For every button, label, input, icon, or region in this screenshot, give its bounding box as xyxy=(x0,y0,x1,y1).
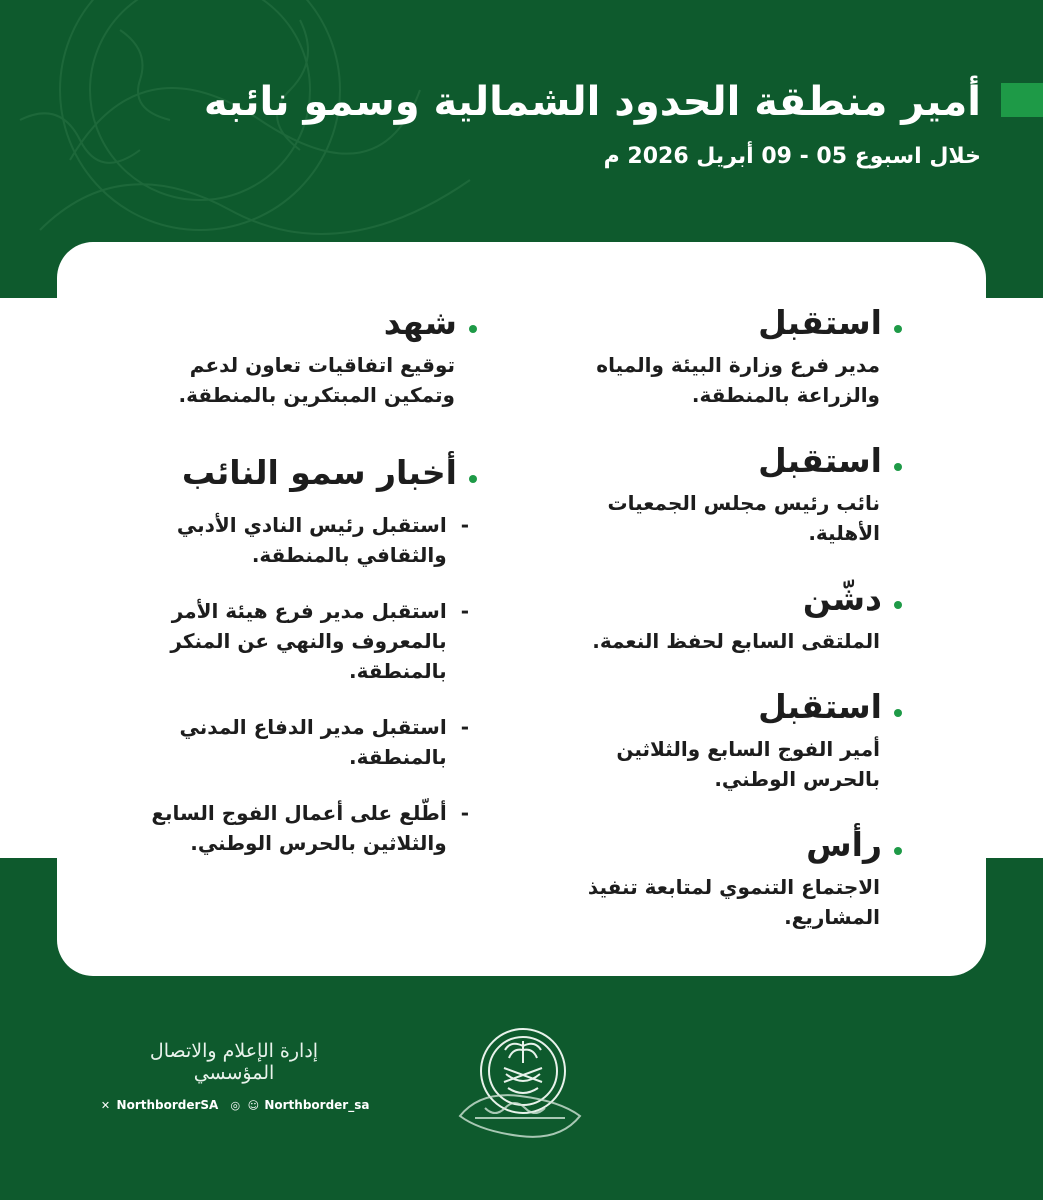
activity-text: الاجتماع التنموي لمتابعة تنفيذ المشاريع. xyxy=(587,875,880,929)
ig-snap-handle: Northborder_sa xyxy=(264,1098,370,1112)
footer-department xyxy=(100,1040,370,1112)
instagram-snapchat-link[interactable] xyxy=(228,1098,369,1112)
dash-marker: - xyxy=(460,715,469,739)
activity-text: نائب رئيس مجلس الجمعيات الأهلية. xyxy=(607,491,880,545)
list-item xyxy=(147,596,477,686)
witness-heading: شهد xyxy=(383,303,457,342)
bullet-dot xyxy=(894,709,902,717)
accent-bar xyxy=(1001,83,1043,117)
social-links xyxy=(100,1098,370,1112)
activity-item xyxy=(572,438,902,548)
news-text: استقبل مدير الدفاع المدني بالمنطقة. xyxy=(179,715,447,769)
deputy-news xyxy=(147,450,477,858)
header xyxy=(204,72,981,169)
emblem-calligraphy xyxy=(455,1086,585,1146)
news-text: استقبل رئيس النادي الأدبي والثقافي بالمنطقة. xyxy=(176,513,447,567)
news-text: استقبل مدير فرع هيئة الأمر بالمعروف والنهي عن المنكر بالمنطقة. xyxy=(170,599,447,683)
x-icon: ✕ xyxy=(100,1098,111,1112)
page-title: أمير منطقة الحدود الشمالية وسمو نائبه xyxy=(203,79,981,125)
list-item xyxy=(147,712,477,772)
bullet-dot xyxy=(469,475,477,483)
activity-heading: استقبل xyxy=(758,687,882,726)
witness-item xyxy=(147,300,477,410)
news-card xyxy=(57,242,986,976)
bullet-dot xyxy=(469,325,477,333)
news-text: أطّلع على أعمال الفوج السابع والثلاثين بالحرس الوطني. xyxy=(151,801,447,855)
governor-activities xyxy=(572,300,902,960)
list-item xyxy=(147,510,477,570)
activity-heading: استقبل xyxy=(758,303,882,342)
snapchat-icon: ☺ xyxy=(247,1098,260,1112)
activity-item xyxy=(572,822,902,932)
left-column xyxy=(147,300,477,886)
activity-item xyxy=(572,576,902,656)
activity-item xyxy=(572,300,902,410)
list-item xyxy=(147,798,477,858)
activity-heading: دشّن xyxy=(802,579,882,618)
deputy-heading: أخبار سمو النائب xyxy=(181,453,457,492)
activity-heading: استقبل xyxy=(758,441,882,480)
bullet-dot xyxy=(894,463,902,471)
bullet-dot xyxy=(894,847,902,855)
witness-text: توقيع اتفاقيات تعاون لدعم وتمكين المبتكرين بالمنطقة. xyxy=(178,353,455,407)
dash-marker: - xyxy=(460,513,469,537)
activity-text: مدير فرع وزارة البيئة والمياه والزراعة بالمنطقة. xyxy=(596,353,880,407)
activity-item xyxy=(572,684,902,794)
dash-marker: - xyxy=(460,599,469,623)
bullet-dot xyxy=(894,325,902,333)
x-link[interactable] xyxy=(99,1098,219,1112)
instagram-icon: ◎ xyxy=(230,1098,241,1112)
department-name: إدارة الإعلام والاتصال المؤسسي xyxy=(149,1040,319,1084)
activity-heading: رأس xyxy=(806,825,882,864)
activity-text: أمير الفوج السابع والثلاثين بالحرس الوطني. xyxy=(616,737,880,791)
deputy-news-list xyxy=(147,510,477,858)
dash-marker: - xyxy=(460,801,469,825)
x-handle: NorthborderSA xyxy=(116,1098,219,1112)
date-range: خلال اسبوع 05 - 09 أبريل 2026 م xyxy=(603,144,981,169)
bullet-dot xyxy=(894,601,902,609)
activity-text: الملتقى السابع لحفظ النعمة. xyxy=(592,629,880,653)
